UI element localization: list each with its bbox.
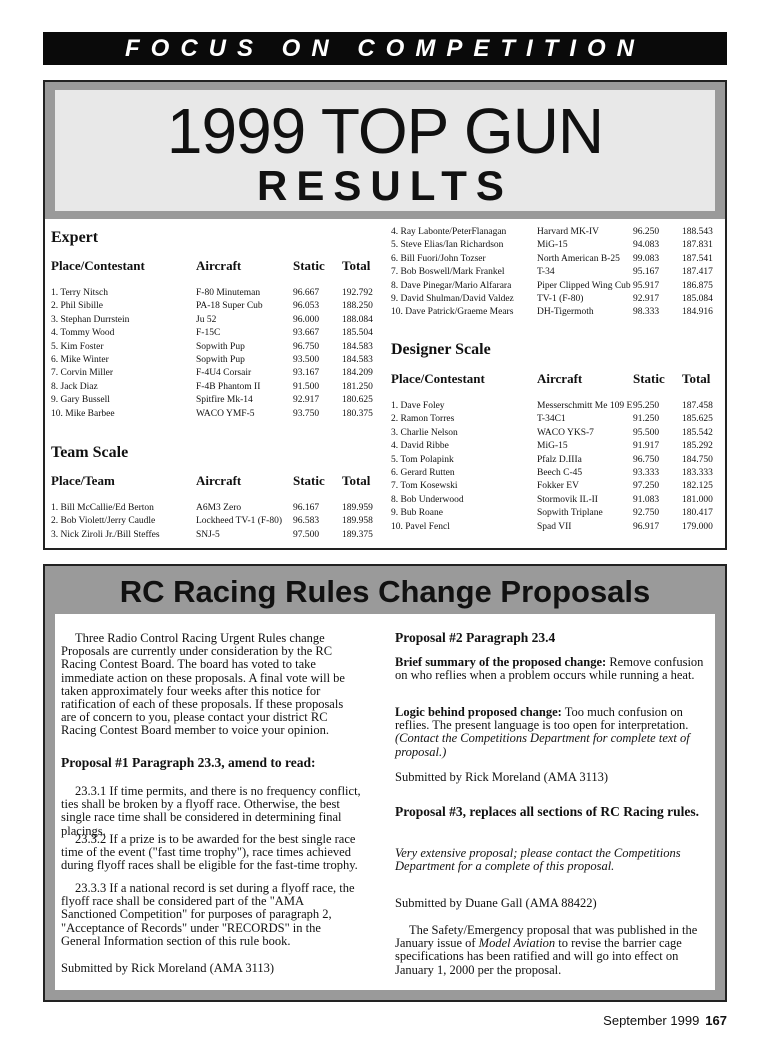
proposal-2-brief-label: Brief summary of the proposed change: (395, 655, 607, 669)
designer-total: 182.125 (682, 481, 713, 492)
expert-total: 180.375 (342, 408, 373, 419)
issue-date: September 1999 (603, 1013, 700, 1028)
expert-total: 192.792 (342, 288, 373, 298)
expert-row (51, 354, 391, 367)
expert-aircraft: PA-18 Super Cub (196, 301, 263, 312)
proposal-2-logic (395, 706, 711, 759)
team-place: 7. Bob Boswell/Mark Frankel (391, 267, 505, 278)
team-place: 4. Ray Labonte/PeterFlanagan (391, 227, 507, 237)
expert-static: 91.500 (293, 381, 320, 392)
team-place: 9. David Shulman/David Valdez (391, 294, 514, 304)
team-row (391, 253, 731, 266)
team-aircraft: DH-Tigermoth (537, 307, 594, 318)
team-static: 96.583 (293, 516, 320, 527)
expert-header-aircraft: Aircraft (196, 258, 242, 273)
rc-racing-title: RC Racing Rules Change Proposals (119, 574, 651, 609)
designer-total: 179.000 (682, 521, 713, 532)
designer-place: 5. Tom Polapink (391, 454, 454, 465)
expert-static: 93.500 (293, 355, 320, 365)
team-static: 94.083 (633, 240, 660, 251)
designer-place: 2. Ramon Torres (391, 414, 455, 425)
expert-aircraft: Ju 52 (196, 314, 217, 325)
expert-row (51, 300, 391, 313)
rc-closing-b: to revise the barrier cage specifications has been ratified and will go into effect on January 1, 2000 per the proposal. (395, 936, 682, 977)
rc-closing-a: The Safety/Emergency proposal that was published in the January issue of (395, 923, 698, 951)
team-place: 5. Steve Elias/Ian Richardson (391, 240, 504, 251)
team-aircraft: Piper Clipped Wing Cub (537, 280, 631, 291)
team-aircraft: MiG-15 (537, 240, 568, 251)
expert-place: 5. Kim Foster (51, 341, 104, 352)
team-total: 187.831 (682, 240, 713, 251)
proposal-1-heading: Proposal #1 Paragraph 23.3, amend to read: (61, 755, 316, 770)
expert-place: 9. Gary Bussell (51, 395, 110, 406)
team-aircraft: T-34 (537, 267, 555, 278)
rc-racing-panel (43, 564, 727, 1002)
proposal-2-submitter: Submitted by Rick Moreland (AMA 3113) (395, 770, 609, 784)
expert-static: 92.917 (293, 395, 320, 406)
expert-total: 185.504 (342, 328, 373, 339)
expert-row (51, 381, 391, 394)
expert-place: 2. Phil Sibille (51, 301, 103, 312)
rc-intro: Three Radio Control Racing Urgent Rules change Proposals are currently under consideration by the RC Racing Contest Board. The board has voted to take immediate action on these proposals. A final vote will be taken approximately four weeks after this notice for ratification of each of these proposals. If these proposals are of concern to you, please contact your district RC Racing Contest Board member to voice your opinion. (61, 631, 345, 738)
expert-aircraft: Spitfire Mk-14 (196, 395, 253, 406)
team-aircraft: A6M3 Zero (196, 503, 242, 513)
team-aircraft: TV-1 (F-80) (537, 294, 584, 304)
expert-place: 3. Stephan Durrstein (51, 314, 130, 325)
team-place: 6. Bill Fuori/John Tozser (391, 253, 486, 264)
team-row (51, 515, 391, 528)
expert-row (51, 367, 391, 380)
expert-aircraft: F-4U4 Corsair (196, 368, 252, 379)
designer-row (391, 440, 731, 453)
team-row (391, 306, 731, 319)
team-place: 10. Dave Patrick/Graeme Mears (391, 307, 514, 318)
proposal-3-heading: Proposal #3, replaces all sections of RC Racing rules. (395, 804, 699, 819)
results-header (45, 82, 725, 219)
results-title: 1999 TOP GUN (166, 95, 604, 167)
team-row (391, 280, 731, 293)
expert-place: 10. Mike Barbee (51, 408, 115, 419)
expert-static: 96.667 (293, 288, 320, 298)
expert-aircraft: F-80 Minuteman (196, 288, 261, 298)
expert-total: 181.250 (342, 381, 373, 392)
team-total: 184.916 (682, 307, 713, 318)
expert-title: Expert (51, 229, 99, 246)
designer-aircraft: Pfalz D.IIIa (537, 454, 582, 465)
designer-total: 183.333 (682, 468, 713, 478)
expert-aircraft: F-4B Phantom II (196, 381, 261, 392)
proposal-2-heading: Proposal #2 Paragraph 23.4 (395, 630, 556, 645)
team-header-place: Place/Team (51, 473, 115, 488)
expert-row (51, 408, 391, 421)
team-row (391, 293, 731, 306)
designer-total: 185.542 (682, 427, 713, 438)
results-header-inner (55, 90, 715, 211)
team-total: 189.958 (342, 516, 373, 527)
team-total: 188.543 (682, 227, 713, 237)
team-row (391, 239, 731, 252)
team-static: 96.167 (293, 503, 320, 513)
expert-static: 96.750 (293, 341, 320, 352)
team-aircraft: Lockheed TV-1 (F-80) (196, 516, 283, 527)
expert-place: 4. Tommy Wood (51, 328, 115, 339)
expert-row (51, 287, 391, 300)
team-aircraft: Harvard MK-IV (537, 227, 599, 237)
designer-static: 93.333 (633, 468, 660, 478)
team-total: 189.959 (342, 503, 373, 513)
designer-row (391, 454, 731, 467)
section-banner: FOCUS ON COMPETITION (43, 32, 727, 65)
designer-place: 6. Gerard Rutten (391, 468, 455, 478)
team-row (51, 502, 391, 515)
expert-place: 1. Terry Nitsch (51, 288, 108, 298)
expert-total: 180.625 (342, 395, 373, 406)
team-static: 95.917 (633, 280, 660, 291)
team-aircraft: North American B-25 (537, 253, 620, 264)
team-static: 95.167 (633, 267, 660, 278)
team-static: 98.333 (633, 307, 660, 318)
designer-row (391, 413, 731, 426)
proposal-2-logic-label: Logic behind proposed change: (395, 705, 562, 719)
results-panel (43, 80, 727, 550)
team-header-static: Static (293, 473, 325, 488)
designer-aircraft: Sopwith Triplane (537, 508, 603, 519)
designer-header-total: Total (682, 371, 711, 386)
designer-static: 95.250 (633, 401, 660, 411)
designer-total: 181.000 (682, 494, 713, 505)
designer-row (391, 400, 731, 413)
designer-total: 185.625 (682, 414, 713, 425)
team-static: 99.083 (633, 253, 660, 264)
expert-place: 8. Jack Diaz (51, 381, 98, 392)
designer-place: 8. Bob Underwood (391, 494, 464, 505)
expert-header-static: Static (293, 258, 325, 273)
team-total: 189.375 (342, 529, 373, 540)
designer-row (391, 427, 731, 440)
proposal-1-23-3-1: 23.3.1 If time permits, and there is no frequency conflict, ties shall be broken by a flyoff race. Otherwise, the best single race time shall be considered in determining final placings. (61, 784, 361, 838)
proposal-2-brief (395, 656, 711, 682)
expert-static: 96.000 (293, 314, 320, 325)
designer-static: 92.750 (633, 508, 660, 519)
expert-place: 7. Corvin Miller (51, 368, 114, 379)
designer-row (391, 467, 731, 480)
designer-row (391, 507, 731, 520)
designer-place: 9. Bub Roane (391, 508, 443, 519)
team-total: 187.417 (682, 267, 713, 278)
expert-aircraft: F-15C (196, 328, 221, 339)
expert-place: 6. Mike Winter (51, 355, 109, 365)
proposal-1-23-3-2: 23.3.2 If a prize is to be awarded for the best single race time of the event ("fast time trophy"), race times achieved during flyoff races shall be eligible for the fast-time trophy. (61, 832, 358, 873)
proposal-1-23-3-3: 23.3.3 If a national record is set during a flyoff race, the flyoff race shall be considered part of the "AMA Sanctioned Competition" for purposes of paragraph 2, "Acceptance of Records" under "RECORDS" in the General Information section of this rule book. (61, 881, 355, 948)
expert-total: 188.250 (342, 301, 373, 312)
team-static: 97.500 (293, 529, 320, 540)
expert-static: 96.053 (293, 301, 320, 312)
team-place: 1. Bill McCallie/Ed Berton (51, 503, 154, 513)
designer-aircraft: T-34C1 (537, 414, 566, 425)
team-row (51, 529, 391, 542)
proposal-2-brief-text: Remove confusion on who reflies when a problem occurs while running a heat. (395, 655, 704, 683)
team-place: 2. Bob Violett/Jerry Caudle (51, 516, 156, 527)
expert-static: 93.667 (293, 328, 320, 339)
team-row (391, 226, 731, 239)
team-total: 187.541 (682, 253, 713, 264)
proposal-3-text: Very extensive proposal; please contact the Competitions Department for a complete of this proposal. (395, 846, 681, 874)
designer-aircraft: Stormovik IL-II (537, 494, 598, 505)
expert-aircraft: Sopwith Pup (196, 355, 245, 365)
designer-aircraft: Messerschmitt Me 109 E (537, 401, 633, 411)
designer-header-static: Static (633, 371, 665, 386)
designer-aircraft: Fokker EV (537, 481, 579, 492)
proposal-1-submitter: Submitted by Rick Moreland (AMA 3113) (61, 961, 275, 975)
designer-row (391, 494, 731, 507)
expert-row (51, 314, 391, 327)
designer-header-aircraft: Aircraft (537, 371, 583, 386)
expert-static: 93.750 (293, 408, 320, 419)
team-title: Team Scale (51, 444, 129, 461)
expert-total: 184.209 (342, 368, 373, 379)
team-static: 96.250 (633, 227, 660, 237)
expert-header-total: Total (342, 258, 371, 273)
team-header-total: Total (342, 473, 371, 488)
expert-total: 184.583 (342, 341, 373, 352)
expert-aircraft: Sopwith Pup (196, 341, 245, 352)
designer-place: 10. Pavel Fencl (391, 521, 450, 532)
proposal-2-logic-text: Too much confusion on reflies. The present language is too open for interpretation. (395, 705, 689, 733)
designer-place: 4. David Ribbe (391, 441, 449, 452)
designer-total: 185.292 (682, 441, 713, 452)
team-total: 185.084 (682, 294, 713, 304)
designer-static: 96.750 (633, 454, 660, 465)
designer-total: 180.417 (682, 508, 713, 519)
page-number: 167 (705, 1013, 727, 1028)
designer-static: 91.083 (633, 494, 660, 505)
expert-row (51, 341, 391, 354)
designer-total: 184.750 (682, 454, 713, 465)
designer-static: 91.250 (633, 414, 660, 425)
designer-aircraft: MiG-15 (537, 441, 568, 452)
designer-static: 91.917 (633, 441, 660, 452)
designer-total: 187.458 (682, 401, 713, 411)
expert-total: 184.583 (342, 355, 373, 365)
designer-aircraft: Spad VII (537, 521, 572, 532)
proposal-3-submitter: Submitted by Duane Gall (AMA 88422) (395, 896, 597, 910)
magazine-name: Model Aviation (478, 936, 556, 951)
team-place: 8. Dave Pinegar/Mario Alfarara (391, 280, 512, 291)
designer-row (391, 480, 731, 493)
expert-static: 93.167 (293, 368, 320, 379)
designer-title: Designer Scale (391, 341, 491, 358)
team-row (391, 266, 731, 279)
results-subtitle: RESULTS (257, 162, 513, 209)
team-total: 186.875 (682, 280, 713, 291)
proposal-2-contact-note: (Contact the Competitions Department for complete text of proposal.) (395, 731, 690, 759)
designer-static: 97.250 (633, 481, 660, 492)
designer-place: 1. Dave Foley (391, 401, 445, 411)
designer-static: 96.917 (633, 521, 660, 532)
designer-place: 7. Tom Kosewski (391, 481, 458, 492)
page-footer (603, 1013, 727, 1028)
designer-header-place: Place/Contestant (391, 371, 485, 386)
expert-aircraft: WACO YMF-5 (196, 408, 255, 419)
designer-aircraft: Beech C-45 (537, 468, 583, 478)
designer-aircraft: WACO YKS-7 (537, 427, 594, 438)
team-place: 3. Nick Ziroli Jr./Bill Steffes (51, 529, 160, 540)
team-aircraft: SNJ-5 (196, 529, 220, 540)
designer-row (391, 521, 731, 534)
team-static: 92.917 (633, 294, 660, 304)
designer-static: 95.500 (633, 427, 660, 438)
expert-total: 188.084 (342, 314, 373, 325)
rc-closing-note (395, 924, 711, 977)
rc-racing-body (55, 614, 715, 990)
team-header-aircraft: Aircraft (196, 473, 242, 488)
expert-row (51, 394, 391, 407)
expert-header-place: Place/Contestant (51, 258, 145, 273)
designer-place: 3. Charlie Nelson (391, 427, 458, 438)
expert-row (51, 327, 391, 340)
